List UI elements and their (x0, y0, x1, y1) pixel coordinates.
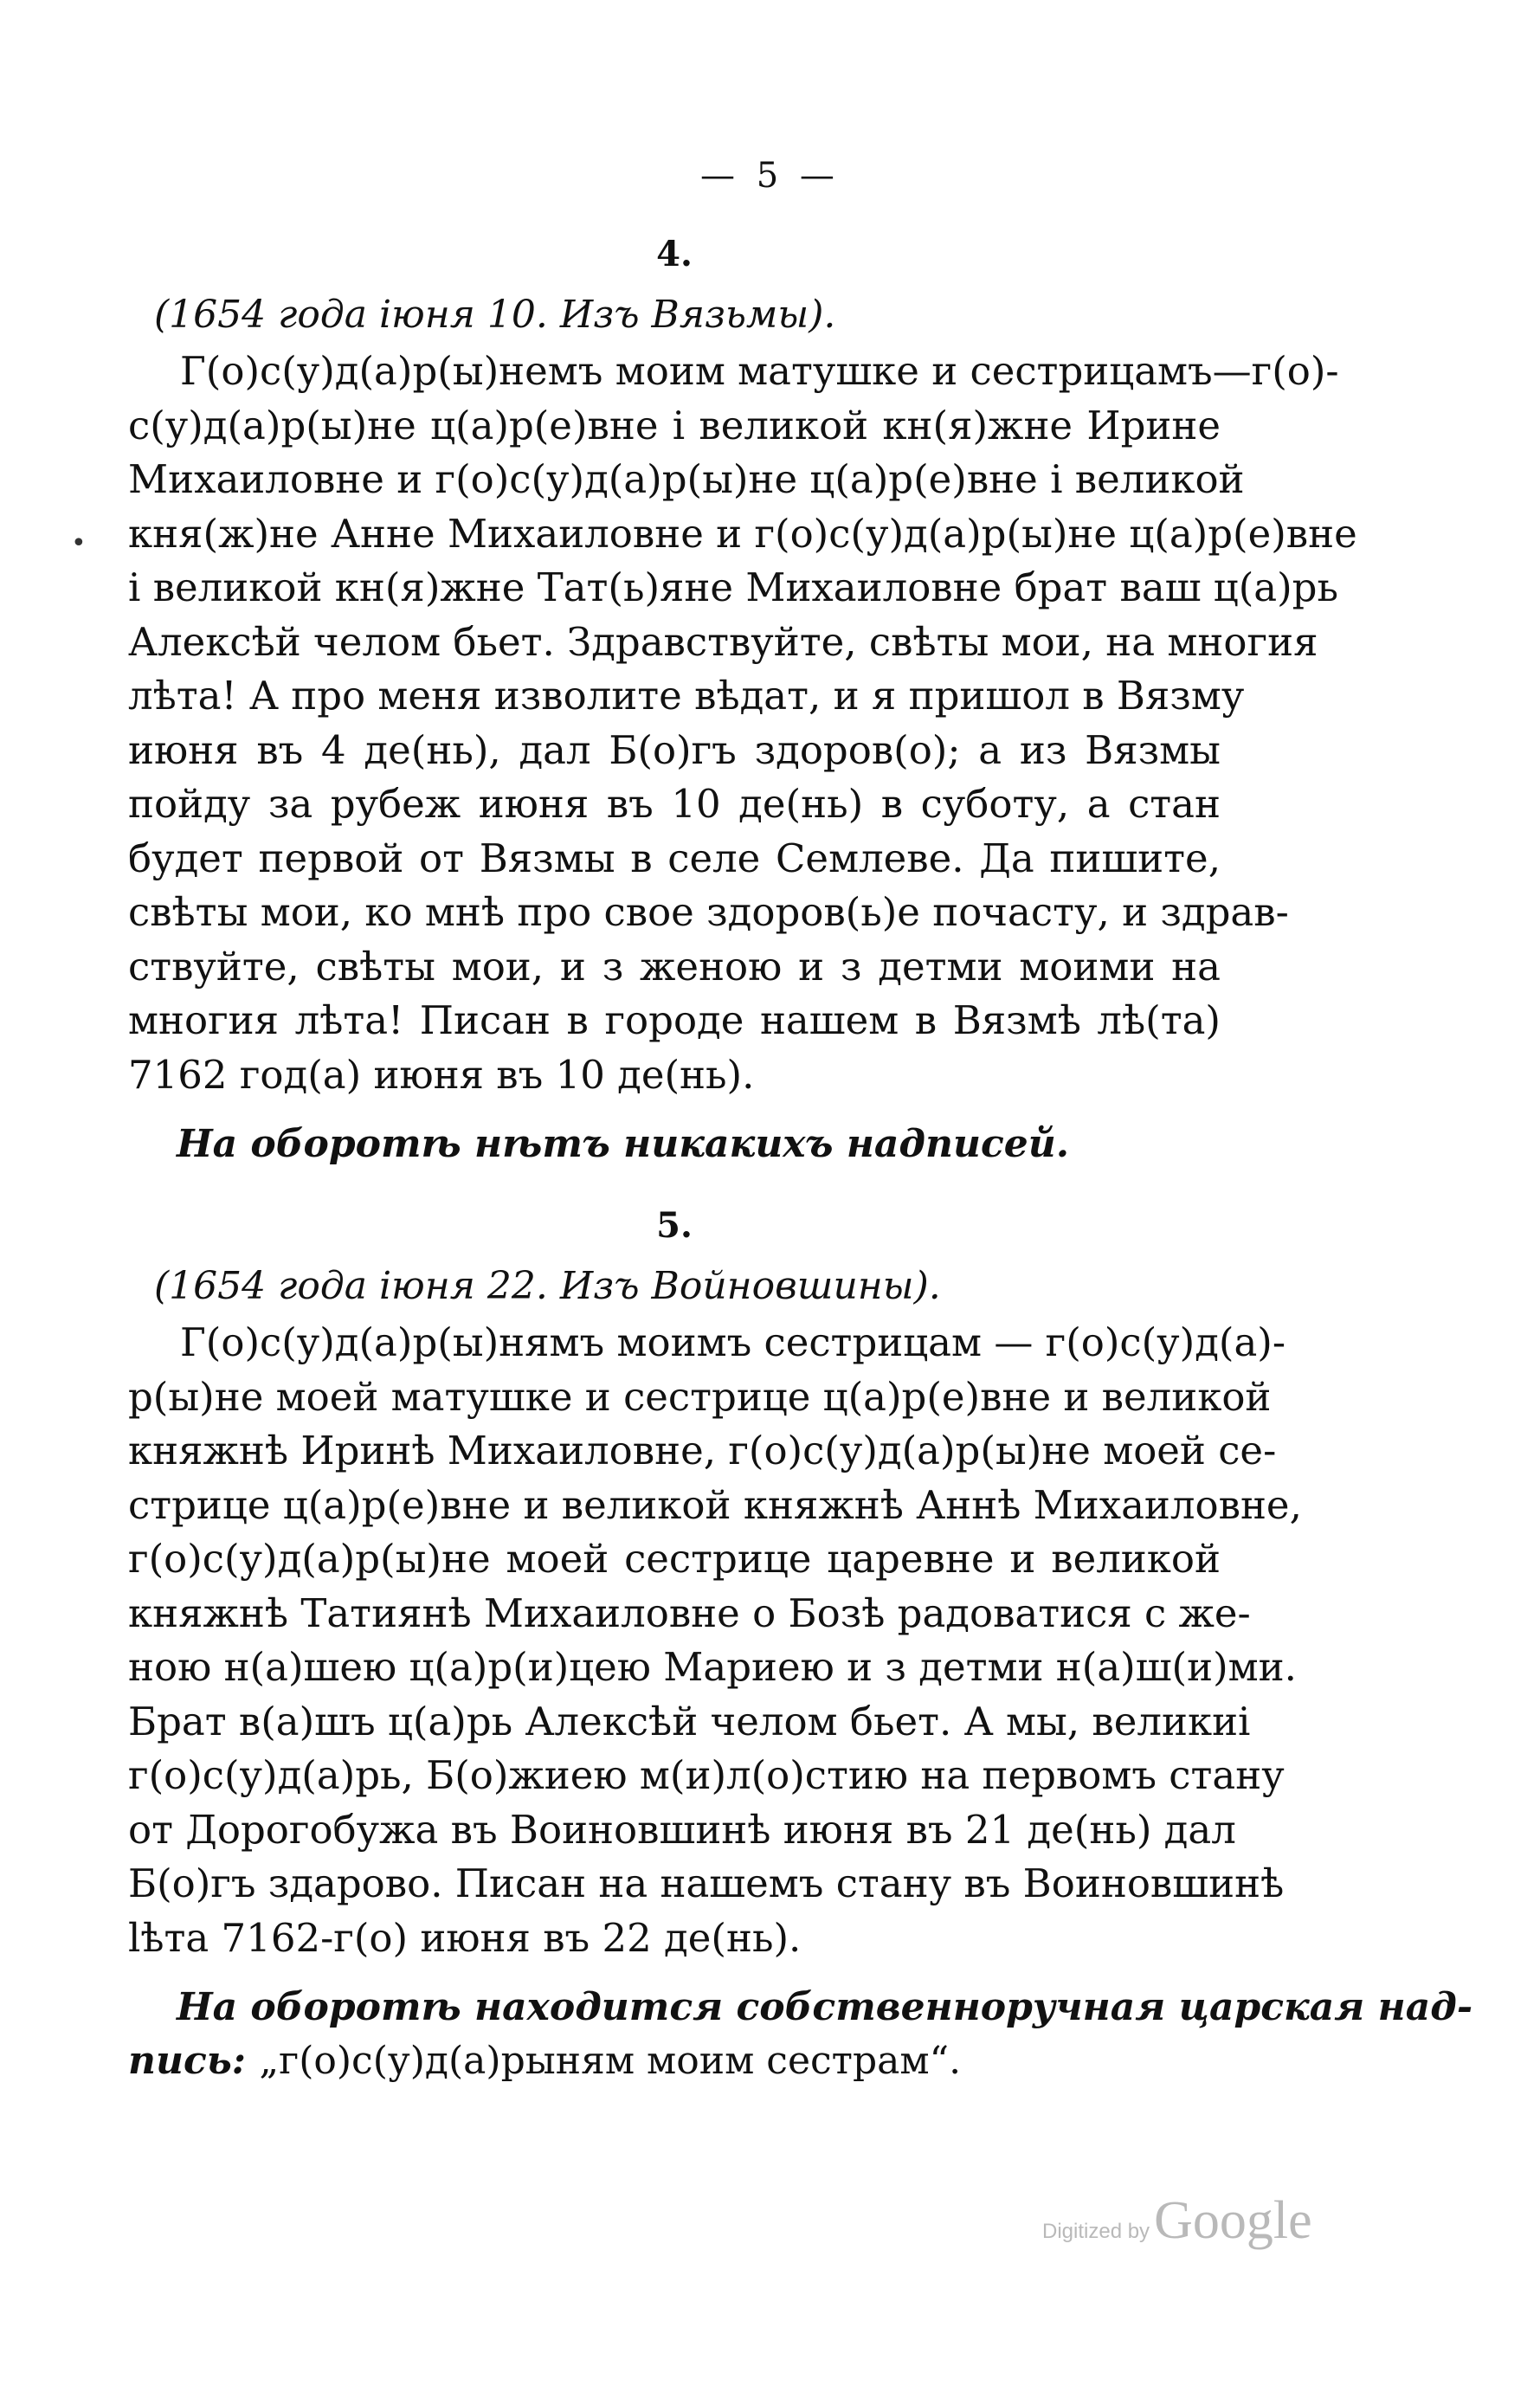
tsar-inscription: „г(о)с(у)д(а)рыням моим сестрам“. (259, 2039, 962, 2083)
verso-note (128, 1981, 1473, 2088)
text-line: г(о)с(у)д(а)р(ы)не моей сестрице царевне и великой (128, 1536, 1221, 1582)
text-line: Г(о)с(у)д(а)р(ы)немъ моим матушке и сестрицамъ—г(о)- (180, 348, 1339, 394)
text-line: княжнѣ Татиянѣ Михаиловне о Бозѣ радоватися с же- (128, 1589, 1251, 1636)
digitized-by-google-watermark (1042, 2190, 1312, 2252)
text-line: свѣты мои, ко мнѣ про свое здоров(ь)е почасту, и здрав- (128, 889, 1289, 935)
text-line: lѣта 7162-г(о) июня въ 22 де(нь). (128, 1914, 802, 1961)
text-line: Брат в(а)шъ ц(а)рь Алексѣй челом бьет. А мы, великиі (128, 1698, 1251, 1744)
text-line: р(ы)не моей матушке и сестрице ц(а)р(е)вне и великой (128, 1373, 1272, 1420)
text-line: кня(ж)не Анне Михаиловне и г(о)с(у)д(а)р(ы)не ц(а)р(е)вне (128, 510, 1357, 557)
text-line: стрице ц(а)р(е)вне и великой княжнѣ Аннѣ Михаиловне, (128, 1481, 1302, 1528)
letter-5 (128, 1203, 1473, 2088)
text-line: лѣта! А про меня изволите вѣдат, и я пришол в Вязму (128, 673, 1245, 719)
watermark-prefix: Digitized by (1042, 2220, 1150, 2243)
margin-mark: • (71, 528, 87, 558)
text-line: г(о)с(у)д(а)рь, Б(о)жиею м(и)л(о)стию на первомъ стану (128, 1752, 1285, 1798)
text-line: от Дорогобужа въ Воиновшинѣ июня въ 21 де(нь) дал (128, 1806, 1236, 1853)
text-line: і великой кн(я)жне Тат(ь)яне Михаиловне брат ваш ц(а)рь (128, 564, 1338, 610)
date-line: (1654 года іюня 22. Изъ Войновшины). (154, 1264, 941, 1308)
text-line: ною н(а)шею ц(а)р(и)цею Мариею и з детми н(а)ш(и)ми. (128, 1644, 1297, 1690)
text-line: Г(о)с(у)д(а)р(ы)нямъ моимъ сестрицам — г(о)с(у)д(а)- (180, 1319, 1286, 1365)
letter-body (128, 1316, 1302, 1965)
letter-body (128, 345, 1357, 1102)
text-line: ствуйте, свѣты мои, и з женою и з детми моими на (128, 943, 1221, 990)
note-line: На оборотѣ нѣтъ никакихъ надписей. (177, 1122, 1070, 1166)
note-line: На оборотѣ находится собственноручная царская над- (177, 1985, 1473, 2029)
text-line: Б(о)гъ здарово. Писан на нашемъ стану въ Воиновшинѣ (128, 1860, 1285, 1906)
google-logo: Google (1154, 2191, 1312, 2250)
text-line: Алексѣй челом бьет. Здравствуйте, свѣты мои, на многия (128, 618, 1318, 665)
page-number: — 5 — (700, 156, 840, 196)
note-line-last (128, 2034, 1221, 2088)
note-line: пись: (128, 2039, 247, 2083)
text-line: княжнѣ Иринѣ Михаиловне, г(о)с(у)д(а)р(ы)не моей се- (128, 1428, 1277, 1473)
section-number: 5. (656, 1205, 693, 1246)
date-line: (1654 года іюня 10. Изъ Вязьмы). (154, 293, 836, 337)
letter-4 (128, 232, 1357, 1171)
text-line: многия лѣта! Писан в городе нашем в Вязмѣ лѣ(та) (128, 997, 1221, 1043)
text-line: пойду за рубеж июня въ 10 де(нь) в суботу, а стан (128, 781, 1221, 827)
text-line: Михаиловне и г(о)с(у)д(а)р(ы)не ц(а)р(е)вне і великой (128, 456, 1245, 502)
text-line: июня въ 4 де(нь), дал Б(о)гъ здоров(о); а из Вязмы (128, 726, 1221, 773)
section-number: 4. (656, 234, 693, 274)
text-line: 7162 год(а) июня въ 10 де(нь). (128, 1051, 755, 1098)
verso-note (128, 1118, 1221, 1171)
text-line: с(у)д(а)р(ы)не ц(а)р(е)вне і великой кн(я)жне Ирине (128, 402, 1221, 448)
text-line: будет первой от Вязмы в селе Семлеве. Да пишите, (128, 835, 1221, 881)
